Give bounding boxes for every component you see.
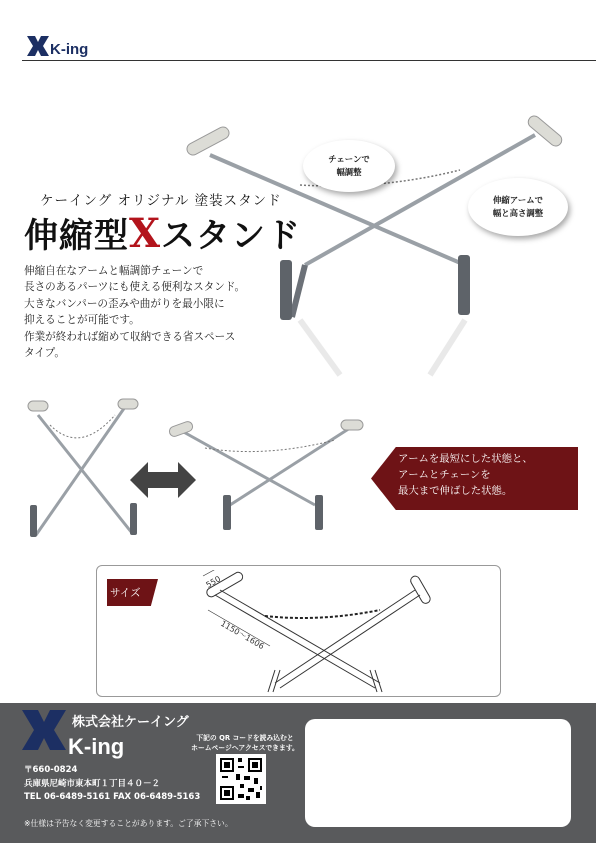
subtitle: ケーイング オリジナル 塗装スタンド bbox=[40, 193, 282, 209]
header-logo-text: K-ing bbox=[50, 41, 89, 58]
description bbox=[24, 263, 274, 361]
address: 兵庫県尼崎市東本町１丁目４０－２ bbox=[24, 779, 161, 789]
info-banner-text bbox=[398, 451, 533, 499]
info-line: アームとチェーンを bbox=[398, 469, 491, 481]
blank-note-box bbox=[305, 719, 571, 827]
qr-note bbox=[185, 733, 305, 753]
footer-logo-text: K-ing bbox=[68, 734, 125, 759]
chain-callout-line-2: 幅調整 bbox=[336, 167, 362, 177]
chain-callout-line-1: チェーンで bbox=[328, 154, 370, 164]
info-line: 最大まで伸ばした状態。 bbox=[398, 485, 513, 497]
description-line: タイプ。 bbox=[24, 347, 65, 360]
qr-note-line: 下記の QR コードを読み込むと bbox=[196, 734, 294, 742]
chain-callout bbox=[303, 140, 395, 192]
description-line: 大きなバンパーの歪みや曲がりを最小限に bbox=[24, 297, 225, 310]
size-line-drawing bbox=[200, 570, 440, 695]
k-ing-logo bbox=[27, 34, 97, 58]
description-line: 抑えることが可能です。 bbox=[24, 314, 140, 327]
main-title-part-1: 伸縮型 bbox=[24, 216, 129, 256]
phone-fax: TEL 06-6489-5161 FAX 06-6489-5163 bbox=[24, 792, 201, 802]
description-line: 作業が終われば縮めて収納できる省スペース bbox=[24, 330, 236, 343]
description-line: 伸縮自在なアームと幅調節チェーンで bbox=[24, 265, 204, 277]
info-line: アームを最短にした状態と、 bbox=[398, 453, 533, 465]
main-title-x: X bbox=[129, 210, 162, 257]
header-divider bbox=[22, 60, 596, 61]
dim-arm-length: 1150〜1606 bbox=[219, 618, 266, 652]
description-line: 長さのあるパーツにも使える便利なスタンド。 bbox=[24, 281, 246, 294]
stand-extended-arm-image bbox=[165, 410, 375, 535]
qr-note-line: ホームページへアクセスできます。 bbox=[191, 744, 299, 752]
arm-callout bbox=[468, 178, 568, 236]
qr-code[interactable] bbox=[216, 754, 266, 804]
company-name: 株式会社ケーイング bbox=[72, 715, 189, 730]
main-title-part-2: スタンド bbox=[161, 216, 302, 256]
main-title bbox=[24, 208, 301, 257]
arm-callout-line-2: 幅と高さ調整 bbox=[492, 208, 544, 218]
size-tag-label: サイズ bbox=[110, 587, 141, 599]
postal-code: 〒660-0824 bbox=[24, 765, 78, 775]
dim-width: 550 bbox=[204, 574, 223, 590]
disclaimer: ※仕様は予告なく変更することがあります。ご了承下さい。 bbox=[24, 819, 233, 828]
arm-callout-line-1: 伸縮アームで bbox=[493, 195, 543, 205]
